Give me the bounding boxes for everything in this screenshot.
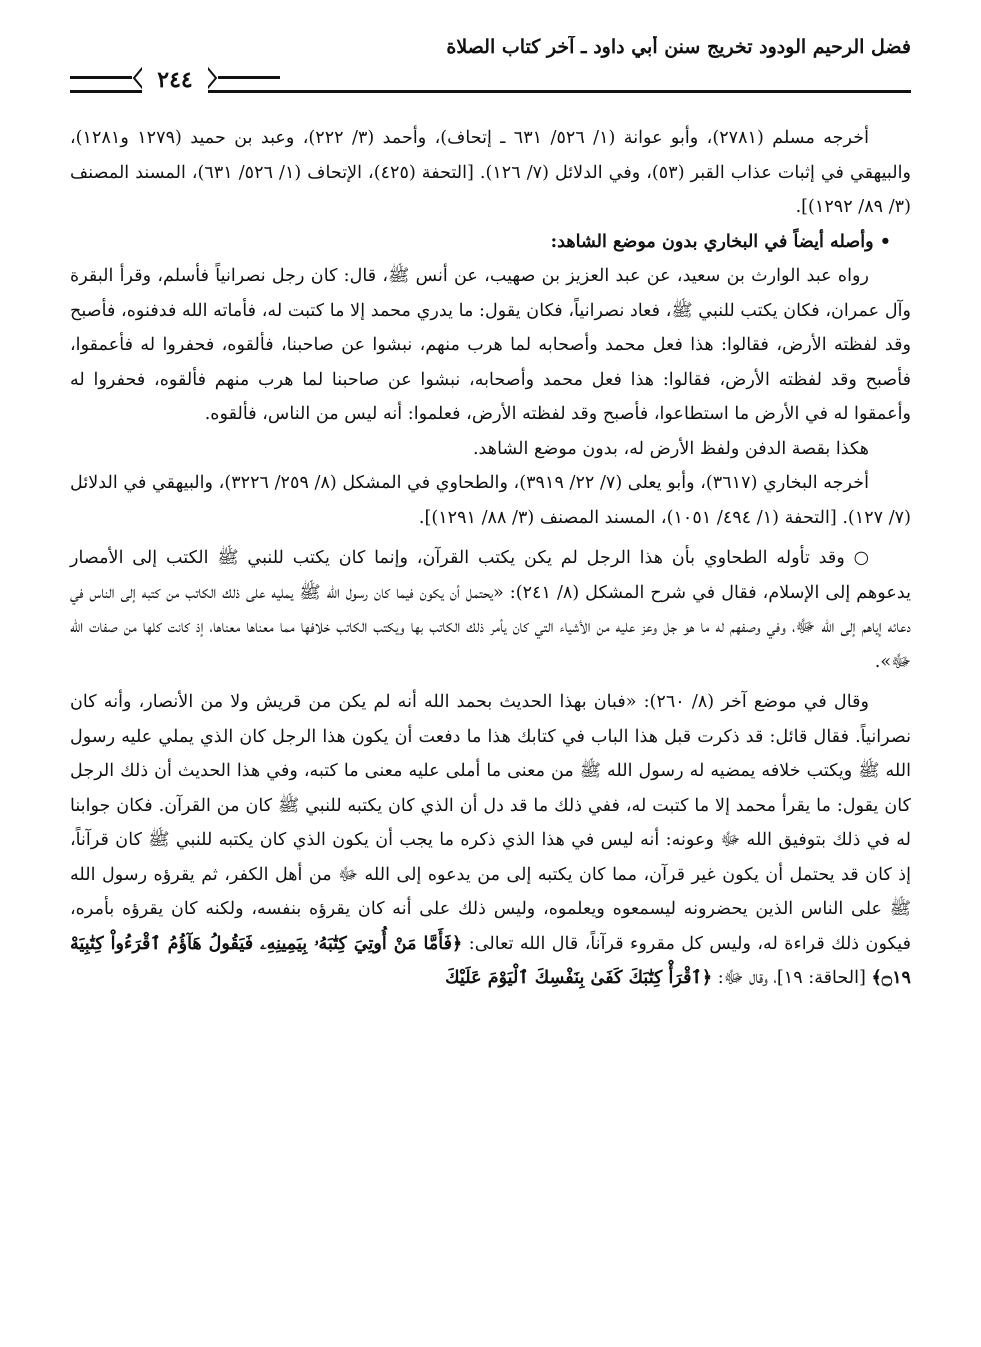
page-number: ٢٤٤	[142, 64, 208, 96]
section-heading: • وأصله أيضاً في البخاري بدون موضع الشاهد:	[550, 230, 891, 252]
narration-paragraph: رواه عبد الوارث بن سعيد، عن عبد العزيز بن صهيب، عن أنس ﷺ، قال: كان رجل نصرانياً فأسلم، وقرأ البقرة وآل عمران، فكان يكتب للنبي ﷺ، فعاد نصرانياً، فكان يقول: ما يدري محمد إلا ما كتبت له، فأماته الله فدفنوه، فأصبح وقد لفظته الأرض، فقالوا: هذا فعل محمد وأصحابه لما هرب منهم، نبشوا عن صاحبنا، فألقوه، فحفروا له فأعمقوا، فأصبح وقد لفظته الأرض، فقالوا: هذا فعل محمد وأصحابه، نبشوا عن صاحبنا لما هرب منهم فألقوه، فحفروا له وأعمقوا له في الأرض ما استطاعوا، فأصبح وقد لفظته الأرض، فعلموا: أنه ليس من الناس، فألقوه.	[70, 266, 911, 424]
ornament-line-left	[70, 76, 132, 79]
quran-verse-1: ﴿فَأَمَّا مَنْ أُوتِيَ كِتَٰبَهُۥ بِيَمِينِهِۦ فَيَقُولُ هَآؤُمُ ٱقْرَءُواْ كِتَٰبِيَهْ ۝١٩﴾	[70, 932, 911, 988]
tahawi-quote-paragraph: ○ وقد تأوله الطحاوي بأن هذا الرجل لم يكن يكتب القرآن، وإنما كان يكتب للنبي ﷺ الكتب إلى الأمصار يدعوهم إلى الإسلام، فقال في شرح المشكل (٨/ ٢٤١): «يحتمل أن يكون فيما كان رسول الله ﷺ يمليه على ذلك الكاتب من كتبه إلى الناس في دعائه إياهم إلى الله ﷻ، وفي وصفهم له ما هو جل وعز عليه من الأشياء التي كان يأمر ذلك الكاتب بها ويكتب الكاتب خلافها مما معناها معناها، إذ كانت كلها من صفات الله ﷻ».	[70, 548, 911, 672]
header-title: فضل الرحيم الودود تخريج سنن أبي داود ـ آخر كتاب الصلاة	[446, 36, 911, 58]
running-header	[70, 28, 911, 93]
verse-reference: [الحاقة: ١٩]، وقال ﷻ:	[717, 968, 866, 988]
ornament-line-right	[218, 76, 280, 79]
quran-verse-2: ﴿ٱقْرَأْ كِتَٰبَكَ كَفَىٰ بِنَفْسِكَ ٱلْيَوْمَ عَلَيْكَ	[445, 967, 713, 988]
takhrij-paragraph-1: أخرجه مسلم (٢٧٨١)، وأبو عوانة (١/ ٥٢٦/ ٦٣١ ـ إتحاف)، وأحمد (٣/ ٢٢٢)، وعبد بن حميد (١٢٧٩ و١٢٨١)، والبيهقي في إثبات عذاب القبر (٥٣)، وفي الدلائل (٧/ ١٢٦). [التحفة (٤٢٥)، الإتحاف (١/ ٥٢٦/ ٦٣١)، المسند المصنف (٣/ ٨٩/ ١٢٩٢)].	[70, 128, 911, 217]
quote-text: وقال في موضع آخر (٨/ ٢٦٠): «فبان بهذا الحديث بحمد الله أنه لم يكن من قريش ولا من الأنصار، وأنه كان نصرانياً. فقال قائل: قد ذكرت قبل هذا الباب في كتابك هذا ما دفعت أن يكون هذا الرجل كان الذي يملي عليه رسول الله ﷺ ويكتب خلافه يمضيه له رسول الله ﷺ من معنى ما أملى عليه معنى ما كتبه، وفي هذا الحديث أن ذلك الرجل كان يقول: ما يقرأ محمد إلا ما كتبت له، ففي ذلك ما قد دل أن الذي كان يكتبه للنبي ﷺ كان من القرآن. فكان جوابنا له في ذلك بتوفيق الله ﷻ وعونه: أنه ليس في هذا الذي ذكره ما يجب أن يكون الذي كان يكتبه للنبي ﷺ كان قرآناً، إذ كان قد يحتمل أن يكون غير قرآن، مما كان يكتبه إلى من يدعوه إلى الله ﷻ من أهل الكفر، ثم يقرؤه رسول الله ﷺ على الناس الذين يحضرونه ليسمعوه ويعلموه، وليس ذلك على أنه كان يقرؤه بنفسه، ولكنه كان يقرؤه بأمره، فيكون ذلك قراءة له، وليس كل مقروء قرآناً، قال الله تعالى:	[70, 692, 911, 954]
page-body	[70, 121, 911, 996]
tahawi-second-quote-paragraph	[70, 685, 911, 996]
note-paragraph: هكذا بقصة الدفن ولفظ الأرض له، بدون موضع الشاهد.	[472, 438, 869, 459]
takhrij-paragraph-2: أخرجه البخاري (٣٦١٧)، وأبو يعلى (٧/ ٢٢/ ٣٩١٩)، والطحاوي في المشكل (٨/ ٢٥٩/ ٣٢٢٦)، والبيهقي في الدلائل (٧/ ١٢٧). [التحفة (١/ ٤٩٤/ ١٠٥١)، المسند المصنف (٣/ ٨٨/ ١٢٩١)].	[70, 473, 911, 528]
